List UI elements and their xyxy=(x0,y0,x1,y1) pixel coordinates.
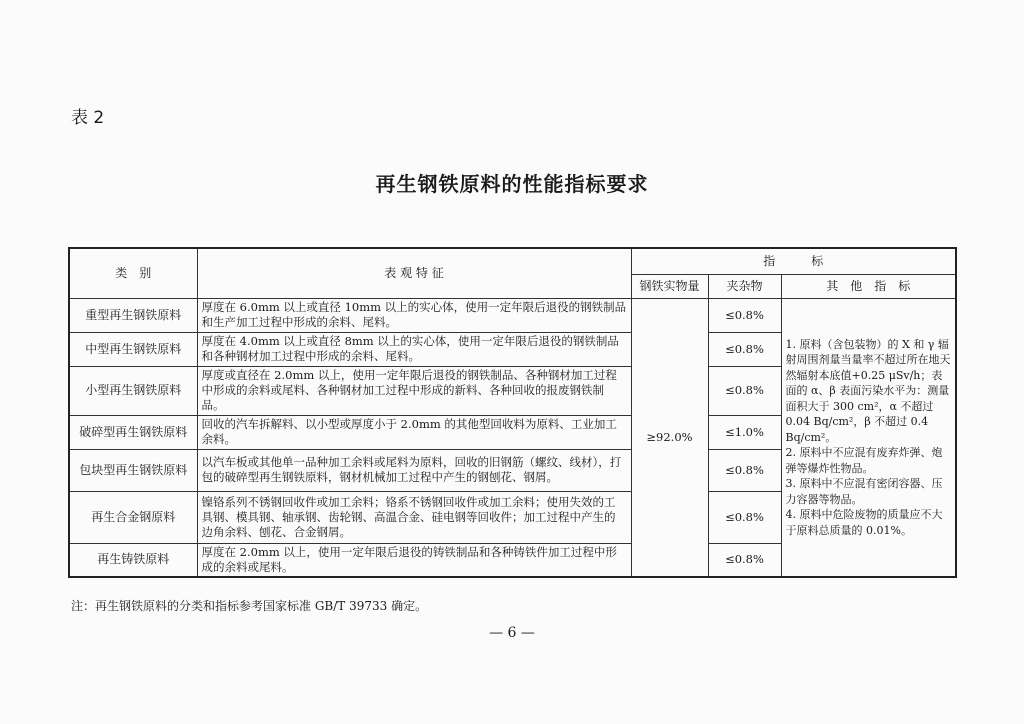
spec-table xyxy=(68,247,957,578)
table-note: 注：再生钢铁原料的分类和指标参考国家标准 GB/T 39733 确定。 xyxy=(71,599,428,613)
header-impurities: 夹杂物 xyxy=(708,274,781,298)
row-impurities: ≤0.8% xyxy=(708,298,781,332)
row-category: 小型再生钢铁原料 xyxy=(69,366,197,415)
row-features: 厚度在 2.0mm 以上，使用一定年限后退役的铸铁制品和各种铸铁件加工过程中形成的余料或尾料。 xyxy=(197,543,631,577)
row-category: 再生铸铁原料 xyxy=(69,543,197,577)
row-impurities: ≤1.0% xyxy=(708,415,781,449)
row-category: 破碎型再生钢铁原料 xyxy=(69,415,197,449)
row-impurities: ≤0.8% xyxy=(708,366,781,415)
other-indicator-4: 4. 原料中危险废物的质量应不大于原料总质量的 0.01%。 xyxy=(785,508,943,537)
row-features: 厚度在 4.0mm 以上或直径 8mm 以上的实心体，使用一定年限后退役的钢铁制品和各种钢材加工过程中形成的余料、尾料。 xyxy=(197,332,631,366)
row-features: 厚度在 6.0mm 以上或直径 10mm 以上的实心体，使用一定年限后退役的钢铁制品和生产加工过程中形成的余料、尾料。 xyxy=(197,298,631,332)
row-category: 再生合金钢原料 xyxy=(69,491,197,543)
row-features: 镍铬系列不锈钢回收件或加工余料；铬系不锈钢回收件或加工余料；使用失效的工具钢、模具钢、轴承钢、齿轮钢、高温合金、硅电钢等回收件；加工过程中产生的边角余料、刨花、合金钢屑。 xyxy=(197,491,631,543)
row-features: 以汽车板或其他单一品种加工余料或尾料为原料，回收的旧钢筋（螺纹、线材），打包的破碎型再生钢铁原料，钢材机械加工过程中产生的钢刨花、钢屑。 xyxy=(197,449,631,491)
row-impurities: ≤0.8% xyxy=(708,332,781,366)
row-impurities: ≤0.8% xyxy=(708,449,781,491)
row-impurities: ≤0.8% xyxy=(708,491,781,543)
row-category: 包块型再生钢铁原料 xyxy=(69,449,197,491)
row-features: 回收的汽车拆解料、以小型或厚度小于 2.0mm 的其他型回收料为原料、工业加工余料。 xyxy=(197,415,631,449)
row-category: 中型再生钢铁原料 xyxy=(69,332,197,366)
header-indicators: 指 标 xyxy=(631,248,956,274)
row-category: 重型再生钢铁原料 xyxy=(69,298,197,332)
row-impurities: ≤0.8% xyxy=(708,543,781,577)
header-features: 表 观 特 征 xyxy=(197,248,631,298)
other-indicator-1: 1. 原料（含包装物）的 X 和 γ 辐射周围剂量当量率不超过所在地天然辐射本底值+0.25 μSv/h；表面的 α、β 表面污染水平为：测量面积大于 300 cm²，α 不超过 0.04 Bq/cm²，β 不超过 0.4 Bq/cm²。 xyxy=(785,337,951,444)
row-features: 厚度或直径在 2.0mm 以上，使用一定年限后退役的钢铁制品、各种钢材加工过程中形成的余料或尾料、各种钢材加工过程中形成的新料、各种回收的报废钢铁制品。 xyxy=(197,366,631,415)
page-number: — 6 — xyxy=(489,625,535,641)
other-indicator-3: 3. 原料中不应混有密闭容器、压力容器等物品。 xyxy=(785,477,943,506)
header-iron-content: 钢铁实物量 xyxy=(631,274,708,298)
table-label: 表 2 xyxy=(71,108,105,128)
page-title: 再生钢铁原料的性能指标要求 xyxy=(375,172,649,196)
iron-content-value: ≥92.0% xyxy=(631,298,708,577)
other-indicators xyxy=(781,298,956,577)
header-other: 其 他 指 标 xyxy=(781,274,956,298)
other-indicator-2: 2. 原料中不应混有废弃炸弹、炮弹等爆炸性物品。 xyxy=(785,446,943,475)
table-row xyxy=(69,298,956,332)
header-category: 类 别 xyxy=(69,248,197,298)
